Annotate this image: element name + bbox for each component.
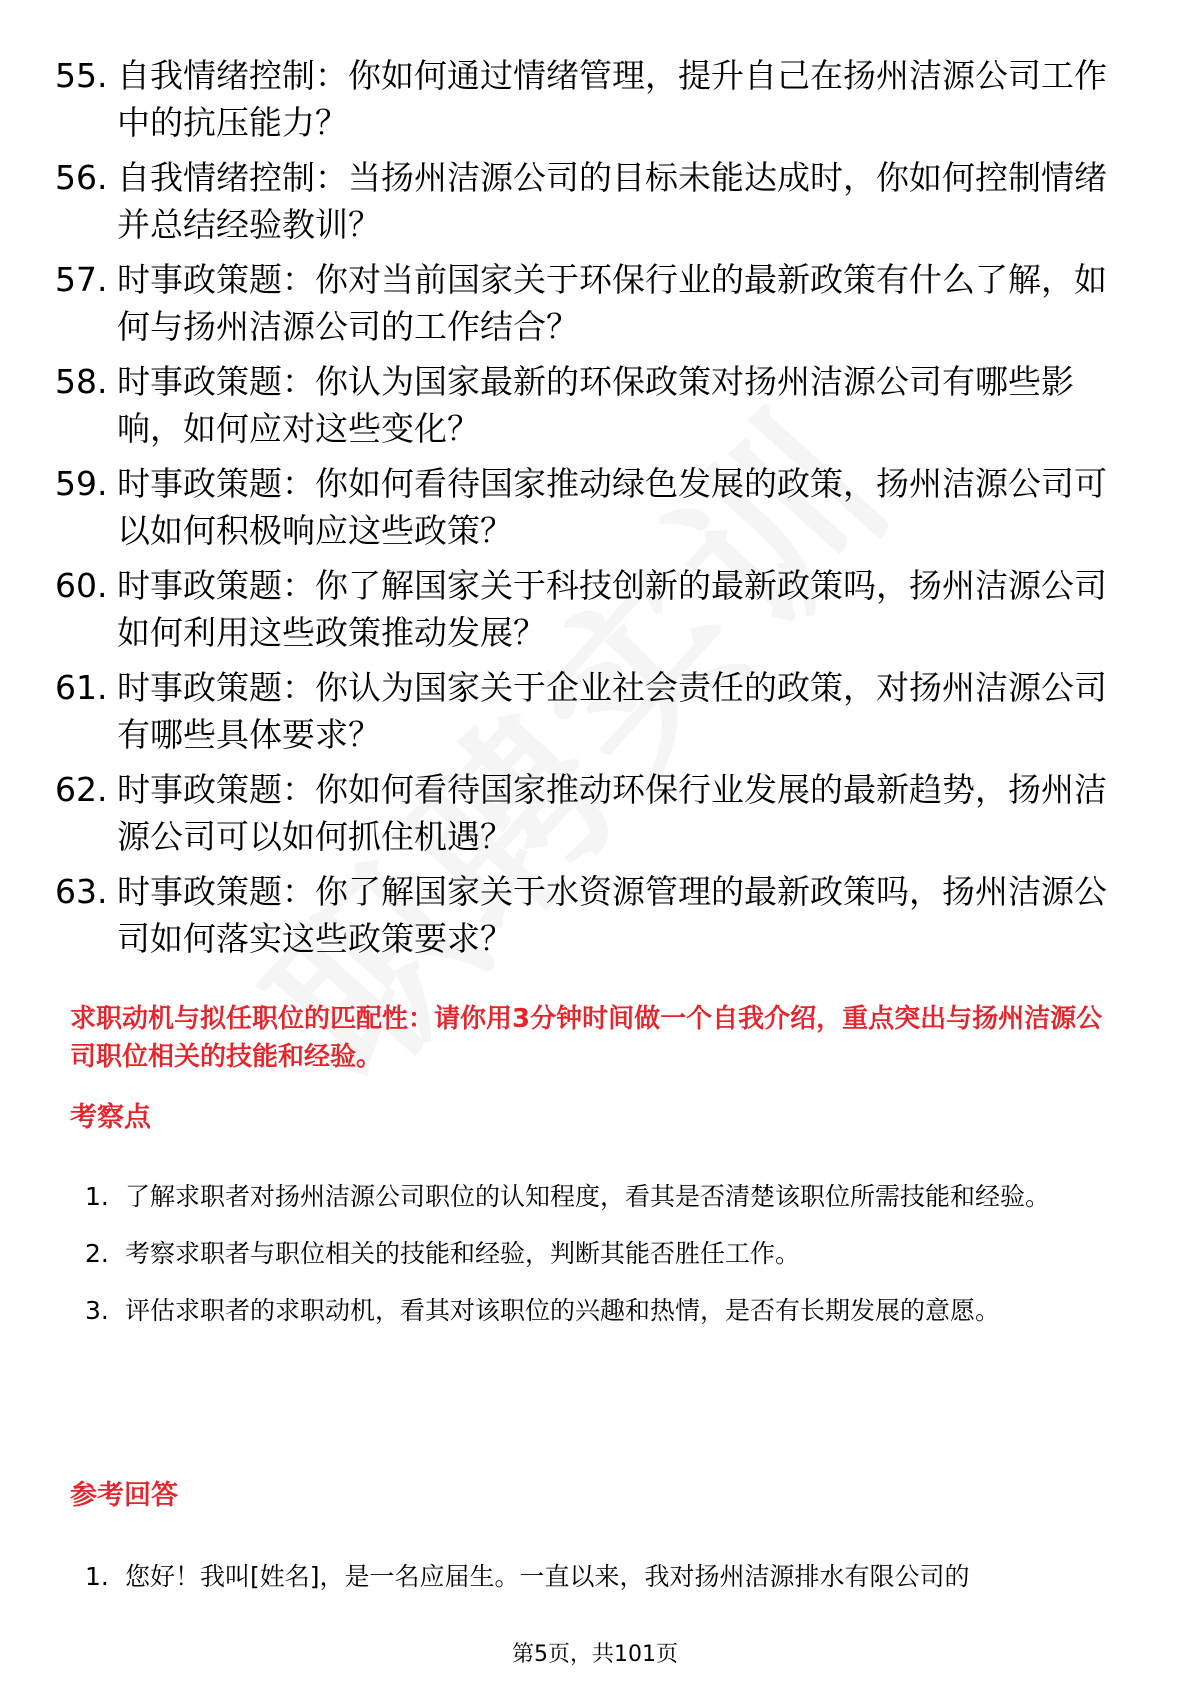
point-number: 3. bbox=[85, 1296, 109, 1325]
question-text: 自我情绪控制：你如何通过情绪管理，提升自己在扬州洁源公司工作中的抗压能力？ bbox=[117, 56, 1107, 142]
question-item bbox=[55, 358, 1125, 452]
question-number: 63. bbox=[55, 872, 108, 911]
featured-question: 求职动机与拟任职位的匹配性：请你用3分钟时间做一个自我介绍，重点突出与扬州洁源公司职位相关的技能和经验。 bbox=[70, 1004, 1103, 1072]
question-number: 62. bbox=[55, 770, 108, 809]
answer-text: 您好！我叫[姓名]，是一名应届生。一直以来，我对扬州洁源排水有限公司的 bbox=[125, 1562, 970, 1591]
point-text: 评估求职者的求职动机，看其对该职位的兴趣和热情，是否有长期发展的意愿。 bbox=[125, 1296, 1001, 1325]
point-text: 了解求职者对扬州洁源公司职位的认知程度，看其是否清楚该职位所需技能和经验。 bbox=[125, 1182, 1051, 1211]
question-text: 自我情绪控制：当扬州洁源公司的目标未能达成时，你如何控制情绪并总结经验教训？ bbox=[117, 158, 1107, 244]
question-number: 55. bbox=[55, 56, 108, 95]
question-text: 时事政策题：你认为国家关于企业社会责任的政策，对扬州洁源公司有哪些具体要求？ bbox=[117, 668, 1107, 754]
question-number: 61. bbox=[55, 668, 108, 707]
question-text: 时事政策题：你如何看待国家推动绿色发展的政策，扬州洁源公司可以如何积极响应这些政策？ bbox=[117, 464, 1107, 550]
question-item bbox=[55, 52, 1125, 146]
question-item bbox=[55, 562, 1125, 656]
question-item bbox=[55, 664, 1125, 758]
question-text: 时事政策题：你了解国家关于水资源管理的最新政策吗，扬州洁源公司如何落实这些政策要求？ bbox=[117, 872, 1107, 958]
question-list bbox=[55, 52, 1125, 970]
question-number: 59. bbox=[55, 464, 108, 503]
assessment-point bbox=[85, 1168, 1110, 1225]
question-number: 56. bbox=[55, 158, 108, 197]
point-number: 2. bbox=[85, 1239, 109, 1268]
question-text: 时事政策题：你了解国家关于科技创新的最新政策吗，扬州洁源公司如何利用这些政策推动发展？ bbox=[117, 566, 1107, 652]
question-number: 60. bbox=[55, 566, 108, 605]
reference-answer-item bbox=[85, 1548, 1110, 1605]
answer-number: 1. bbox=[85, 1562, 109, 1591]
question-item bbox=[55, 868, 1125, 962]
point-number: 1. bbox=[85, 1182, 109, 1211]
question-text: 时事政策题：你对当前国家关于环保行业的最新政策有什么了解，如何与扬州洁源公司的工作结合？ bbox=[117, 260, 1107, 346]
question-item bbox=[55, 154, 1125, 248]
question-item bbox=[55, 460, 1125, 554]
answer-heading: 参考回答 bbox=[70, 1480, 178, 1511]
assessment-points-list bbox=[85, 1168, 1110, 1339]
assessment-point bbox=[85, 1225, 1110, 1282]
question-number: 57. bbox=[55, 260, 108, 299]
question-text: 时事政策题：你认为国家最新的环保政策对扬州洁源公司有哪些影响，如何应对这些变化？ bbox=[117, 362, 1074, 448]
point-text: 考察求职者与职位相关的技能和经验，判断其能否胜任工作。 bbox=[125, 1239, 801, 1268]
reference-answer-list bbox=[85, 1548, 1110, 1605]
page-footer: 第5页，共101页 bbox=[512, 1642, 678, 1667]
question-number: 58. bbox=[55, 362, 108, 401]
question-item bbox=[55, 256, 1125, 350]
points-heading: 考察点 bbox=[70, 1102, 151, 1133]
assessment-point bbox=[85, 1282, 1110, 1339]
question-text: 时事政策题：你如何看待国家推动环保行业发展的最新趋势，扬州洁源公司可以如何抓住机遇？ bbox=[117, 770, 1107, 856]
question-item bbox=[55, 766, 1125, 860]
